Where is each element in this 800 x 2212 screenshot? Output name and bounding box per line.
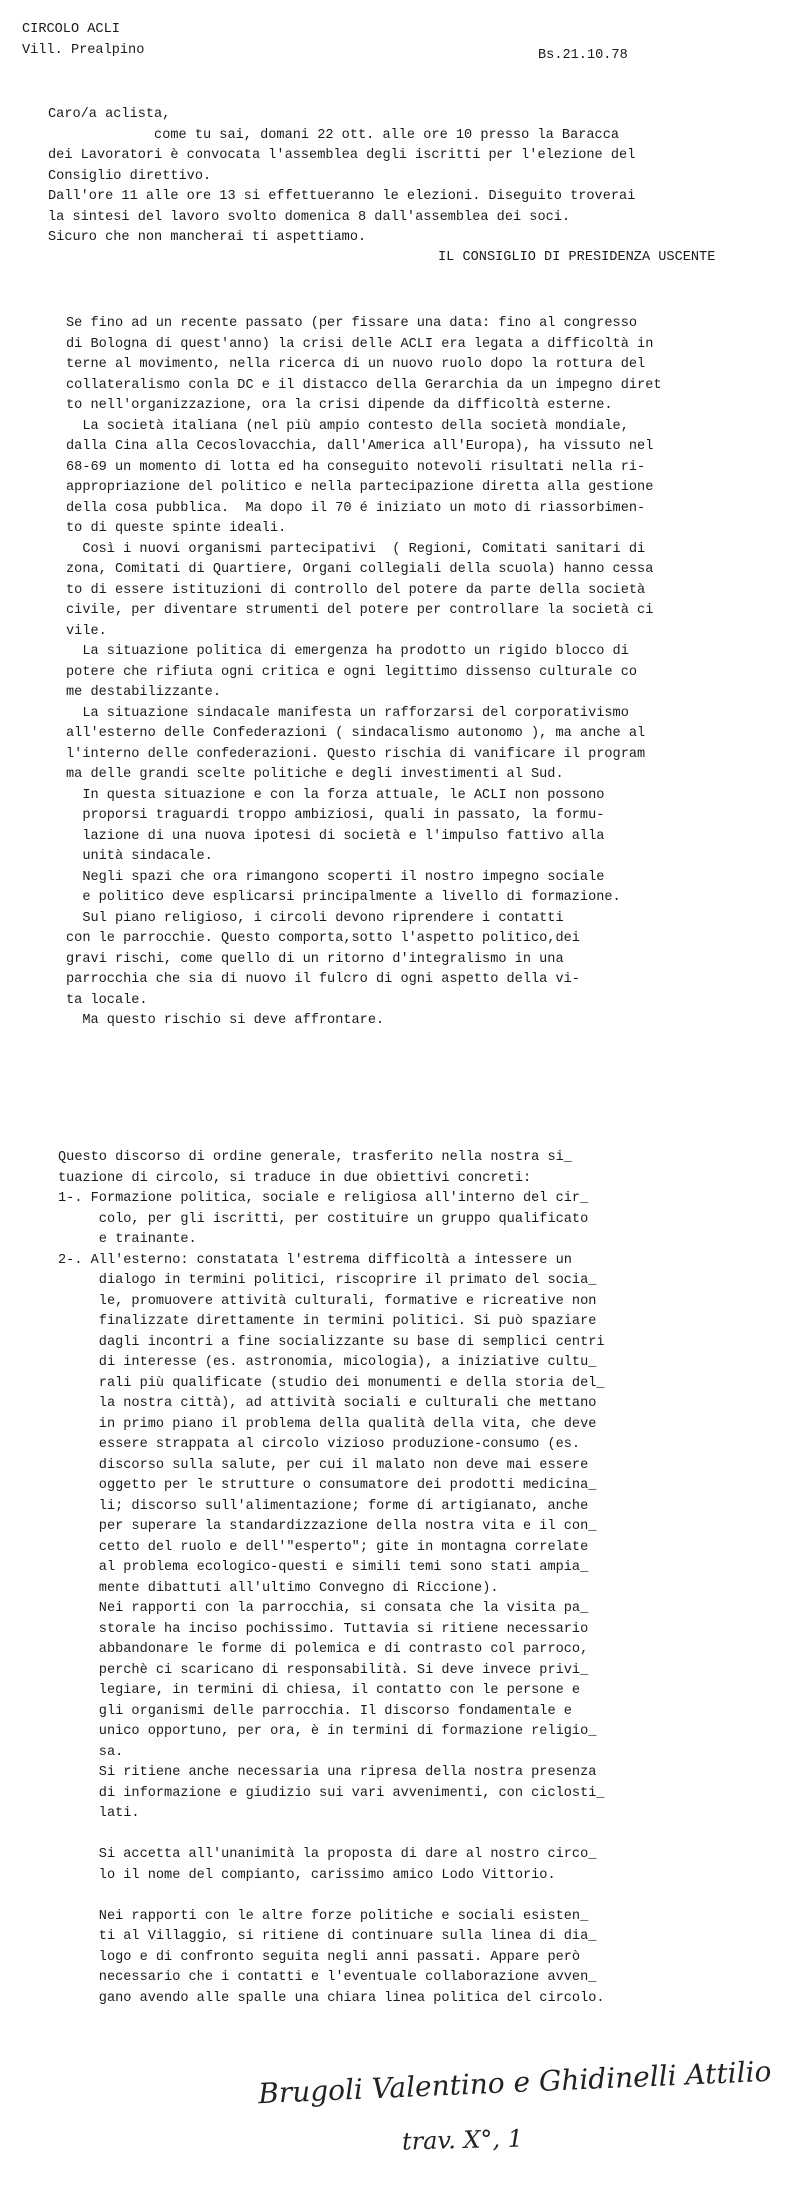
text-line: vile. [66,623,107,639]
text-line: legiare, in termini di chiesa, il contatto con le persone e [58,1683,581,1698]
text-line: La situazione politica di emergenza ha prodotto un rigido blocco di [66,644,629,659]
text-line: colo, per gli iscritti, per costituire un gruppo qualificato [58,1211,589,1227]
text-line: unità sindacale. [66,849,213,864]
text-line: Nei rapporti con le altre forze politiche e sociali esisten_ [58,1908,589,1924]
text-line: di interesse (es. astronomia, micologia), a iniziative cultu_ [58,1355,597,1370]
text-line: cetto del ruolo e dell'"esperto"; gite in montagna correlate [58,1539,589,1555]
text-line: all'esterno delle Confederazioni ( sindacalismo autonomo ), ma anche al [66,726,646,741]
text-line: al problema ecologico-questi e simili temi sono stati ampia_ [58,1560,589,1575]
text-line: civile, per diventare strumenti del potere per controllare la società ci [66,603,654,618]
text-line: logo e di confronto seguita negli anni passati. Appare però [58,1949,581,1965]
text-line: collateralismo conla DC e il distacco della Gerarchia da un impegno diret [66,377,662,393]
text-line: e politico deve esplicarsi principalmente a livello di formazione. [66,890,621,905]
text-line: gli organismi delle parrocchia. Il discorso fondamentale e [58,1703,572,1719]
text-line: potere che rifiuta ogni critica e ogni legittimo dissenso culturale co [66,664,638,680]
text-line: unico opportuno, per ora, è in termini di formazione religio_ [58,1724,597,1739]
text-line: Consiglio direttivo. [48,168,212,184]
text-line: proporsi traguardi troppo ambiziosi, quali in passato, la formu- [66,808,605,823]
text-line: li; discorso sull'alimentazione; forme di artigianato, anche [58,1498,589,1514]
text-line: Dall'ore 11 alle ore 13 si effettueranno le elezioni. Diseguito troverai [48,189,636,204]
text-line: storale ha inciso pochissimo. Tuttavia si ritiene necessario [58,1621,589,1637]
text-line: di informazione e giudizio sui vari avvenimenti, con ciclosti_ [58,1785,605,1801]
text-line: to di queste spinte ideali. [66,521,287,536]
text-line: Sicuro che non mancherai ti aspettiamo. [48,230,367,245]
text-line: oggetto per le strutture o consumatore dei prodotti medicina_ [58,1478,597,1493]
text-line: to nell'organizzazione, ora la crisi dipende da difficoltà esterne. [66,398,613,413]
text-line: to di essere istituzioni di controllo del potere da parte della società [66,582,646,598]
text-line: perchè ci scaricano di responsabilità. Si deve invece privi_ [58,1662,589,1678]
text-line: sa. [58,1744,124,1760]
text-line: Si ritiene anche necessaria una ripresa della nostra presenza [58,1765,597,1780]
text-line: me destabilizzante. [66,685,221,700]
text-line: terne al movimento, nella ricerca di un nuovo ruolo dopo la rottura del [66,357,646,372]
text-line: appropriazione del politico e nella partecipazione diretta alla gestione [66,480,654,495]
text-line: la sintesi del lavoro svolto domenica 8 dall'assemblea dei soci. [48,209,571,225]
text-line: e trainante. [58,1232,197,1247]
text-line: Nei rapporti con la parrocchia, si consata che la visita pa_ [58,1601,589,1616]
letterhead [22,20,144,61]
general-analysis-section [66,314,662,1032]
text-line: dialogo in termini politici, riscoprire il primato del socia_ [58,1273,597,1288]
text-line: essere strappata al circolo vizioso produzione-consumo (es. [58,1437,581,1452]
text-line: mente dibattuti all'ultimo Convegno di Riccione). [58,1580,499,1596]
text-line: dei Lavoratori è convocata l'assemblea degli iscritti per l'elezione del [48,148,636,163]
text-line: Sul piano religioso, i circoli devono riprendere i contatti [66,910,564,926]
text-line: in primo piano il problema della qualità della vita, che deve [58,1416,597,1432]
text-line: con le parrocchie. Questo comporta,sotto l'aspetto politico,dei [66,931,580,946]
text-line: tuazione di circolo, si traduce in due obiettivi concreti: [58,1170,532,1186]
text-line: lo il nome del compianto, carissimo amico Lodo Vittorio. [58,1867,556,1883]
circle-objectives-section [58,1148,605,2009]
handwritten-names: Brugoli Valentino e Ghidinelli Attilio [257,2054,772,2111]
text-line: le, promuovere attività culturali, formative e ricreative non [58,1293,597,1309]
text-line: parrocchia che sia di nuovo il fulcro di ogni aspetto della vi- [66,972,580,987]
text-line: ti al Villaggio, si ritiene di continuare sulla linea di dia_ [58,1929,597,1944]
text-line: Così i nuovi organismi partecipativi ( Regioni, Comitati sanitari di [66,541,646,557]
text-line: Se fino ad un recente passato (per fissare una data: fino al congresso [66,316,638,331]
text-line: gravi rischi, come quello di un ritorno d'integralismo in una [66,951,564,967]
text-line: Questo discorso di ordine generale, trasferito nella nostra si_ [58,1150,572,1165]
text-line: l'interno delle confederazioni. Questo rischia di vanificare il program [66,746,646,762]
text-line: dagli incontri a fine socializzante su base di semplici centri [58,1334,605,1350]
text-line: gano avendo alle spalle una chiara linea politica del circolo. [58,1990,605,2006]
letterhead-line: Vill. Prealpino [22,42,145,58]
text-line: rali più qualificate (studio dei monumenti e della storia del_ [58,1375,605,1391]
text-line: Caro/a aclista, [48,107,171,122]
text-line: La situazione sindacale manifesta un rafforzarsi del corporativismo [66,705,629,721]
text-line: abbandonare le forme di polemica e di contrasto col parroco, [58,1642,589,1657]
text-line: la nostra città), ad attività sociali e culturali che mettano [58,1396,597,1411]
text-line [58,1886,605,1907]
text-line: discorso sulla salute, per cui il malato non deve mai essere [58,1457,589,1473]
text-line: per superare la standardizzazione della nostra vita e il con_ [58,1519,597,1534]
text-line: necessario che i contatti e l'eventuale collaborazione avven_ [58,1970,597,1985]
letter-date: Bs.21.10.78 [538,48,628,63]
text-line: ta locale. [66,992,148,1008]
text-line: ma delle grandi scelte politiche e degli investimenti al Sud. [66,767,564,782]
text-line: lazione di una nuova ipotesi di società e l'impulso fattivo alla [66,828,605,844]
text-line: della cosa pubblica. Ma dopo il 70 é iniziato un moto di riassorbimen- [66,500,646,516]
text-line: zona, Comitati di Quartiere, Organi collegiali della scuola) hanno cessa [66,562,654,577]
text-line: finalizzate direttamente in termini politici. Si può spaziare [58,1314,597,1329]
text-line: La società italiana (nel più ampio contesto della società mondiale, [66,418,629,434]
letterhead-line: CIRCOLO ACLI [22,22,120,37]
text-line: 68-69 un momento di lotta ed ha conseguito notevoli risultati nella ri- [66,459,646,475]
text-line: come tu sai, domani 22 ott. alle ore 10 presso la Baracca [48,127,620,143]
handwritten-note: trav. X°, 1 [401,2124,524,2156]
text-line: In questa situazione e con la forza attuale, le ACLI non possono [66,787,605,803]
council-signature: IL CONSIGLIO DI PRESIDENZA USCENTE [438,250,716,265]
text-line: Ma questo rischio si deve affrontare. [66,1013,385,1028]
text-line: lati. [58,1806,140,1821]
text-line: Negli spazi che ora rimangono scoperti il nostro impegno sociale [66,869,605,885]
text-line: dalla Cina alla Cecoslovacchia, dall'America all'Europa), ha vissuto nel [66,439,654,454]
text-line: Si accetta all'unanimità la proposta di dare al nostro circo_ [58,1847,597,1862]
intro-paragraph [48,105,635,249]
text-line [58,1825,605,1846]
text-line: di Bologna di quest'anno) la crisi delle ACLI era legata a difficoltà in [66,336,654,352]
text-line: 1-. Formazione politica, sociale e religiosa all'interno del cir_ [58,1191,589,1206]
text-line: 2-. All'esterno: constatata l'estrema difficoltà a intessere un [58,1252,572,1268]
